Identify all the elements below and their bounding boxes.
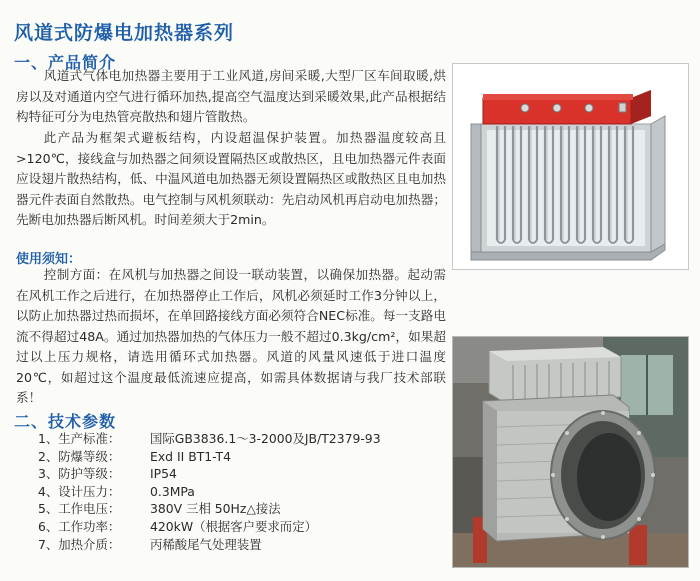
spec-item bbox=[38, 536, 458, 554]
spec-value: Exd II BT1-T4 bbox=[150, 448, 231, 464]
spec-key: 2、防爆等级： bbox=[38, 448, 121, 464]
product-photo-heater bbox=[452, 63, 689, 270]
usage-paragraph: 控制方面：在风机与加热器之间设一联动装置，以确保加热器。起动需在风机工作之后进行，在加热器停止工作后，风机必须延时工作3分钟以上，以防止加热器过热而损坏，在单回路接线方面必须符合NEC标准。每一支路电流不得超过48A。通过加热器加热的气体压力一般不超过0.3kg/cm²，如果超过以上压力规格，请选用循环式加热器。风道的风量风速低于进口温度20℃，如超过这个温度最低流速应提高，如需具体数据请与我厂技术部联系！ bbox=[16, 267, 446, 405]
spec-value: 0.3MPa bbox=[150, 483, 195, 499]
spec-item bbox=[38, 448, 458, 466]
spec-item bbox=[38, 483, 458, 501]
intro-paragraph-2: 此产品为框架式避板结构，内设超温保护装置。加热器温度较高且>120℃，接线盒与加热器之间须设置隔热区或散热区，且电加热器元件表面应设翅片散热结构，低、中温风道电加热器无须设置隔热区或散热区且电加热器元件表面自然散热。电气控制与风机须联动：先启动风机再启动电加热器；先断电加热器后断风机。时间差须大于2min。 bbox=[16, 130, 446, 227]
spec-key: 4、设计压力： bbox=[38, 483, 121, 499]
spec-list bbox=[38, 430, 458, 553]
spec-value: 380V 三相 50Hz△接法 bbox=[150, 501, 281, 517]
section-heading-intro: 一、产品简介 bbox=[14, 53, 117, 72]
spec-item bbox=[38, 500, 458, 518]
section-heading-usage: 使用须知： bbox=[16, 252, 82, 267]
spec-key: 1、生产标准： bbox=[38, 431, 121, 446]
spec-item bbox=[38, 518, 458, 536]
spec-value: 丙稀酸尾气处理装置 bbox=[150, 536, 262, 552]
spec-key: 6、工作功率： bbox=[38, 518, 121, 534]
spec-key: 3、防护等级： bbox=[38, 466, 121, 482]
spec-value: 国际GB3836.1～3-2000及JB/T2379-93 bbox=[150, 431, 381, 446]
intro-paragraph-1: 风道式气体电加热器主要用于工业风道,房间采暖,大型厂区车间取暖,烘房以及对通道内空气进行循环加热,提高空气温度达到采暖效果,此产品根据结构特征可分为电热管亮散热和翅片管散热。 bbox=[16, 68, 446, 124]
spec-value: 420kW（根据客户要求而定） bbox=[150, 518, 317, 534]
spec-item bbox=[38, 430, 458, 448]
spec-key: 7、加热介质： bbox=[38, 536, 121, 552]
spec-key: 5、工作电压： bbox=[38, 501, 121, 517]
spec-item bbox=[38, 465, 458, 483]
spec-value: IP54 bbox=[150, 466, 177, 482]
page-title: 风道式防爆电加热器系列 bbox=[14, 22, 235, 44]
section-heading-specs: 二、技术参数 bbox=[14, 412, 117, 431]
product-photo-industrial bbox=[452, 336, 689, 568]
